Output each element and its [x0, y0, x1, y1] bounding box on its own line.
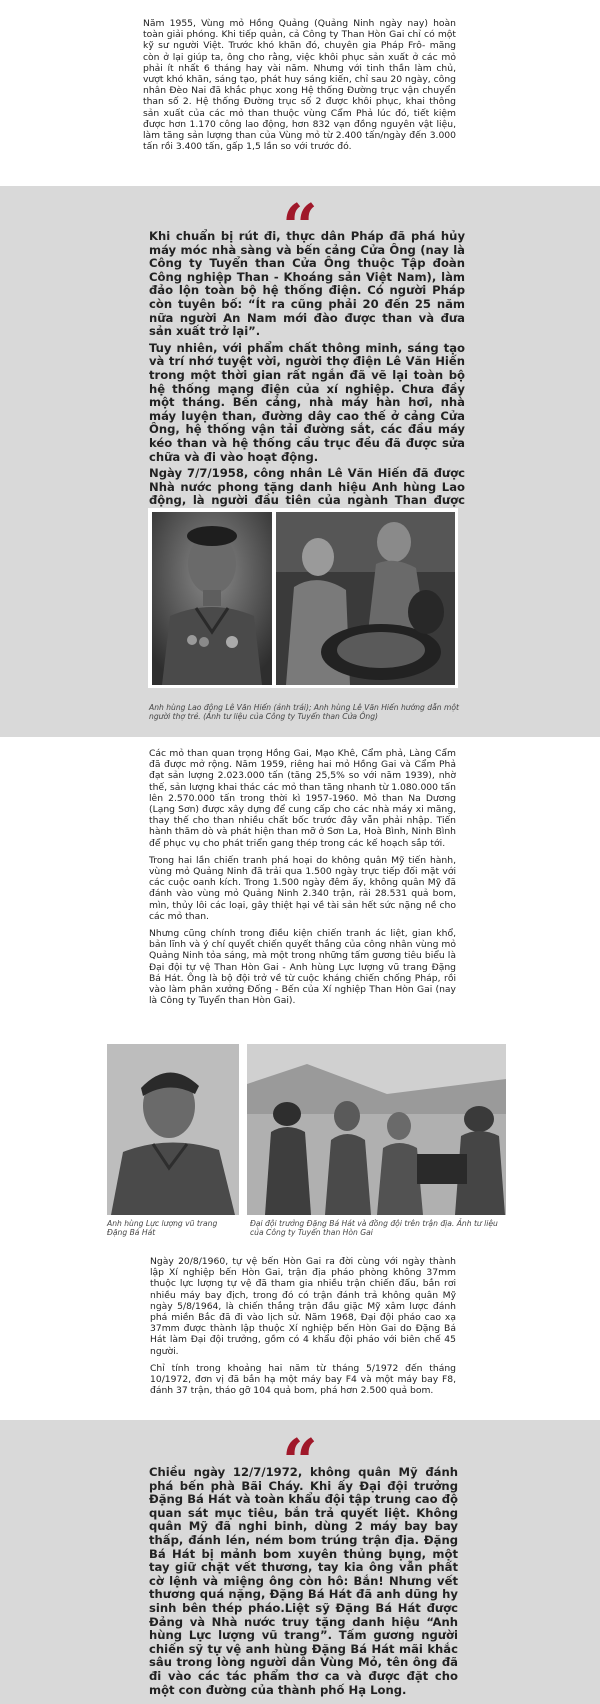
- quote1-paragraph-1: Khi chuẩn bị rút đi, thực dân Pháp đã phá hủy máy móc nhà sàng và bến cảng Cửa Ông (nay là Công ty Tuyển than Cửa Ông thuộc Tập đoàn Công nghiệp Than - Khoáng sản Việt Nam), làm đảo lộn toàn bộ hệ thống điện. Có người Pháp còn tuyên bố: “Ít ra cũng phải 20 đến 25 năm nữa người An Nam mới đào được than và đưa sản xuất trở lại”.: [149, 229, 465, 339]
- lower-paragraph-2: Chỉ tính trong khoảng hai năm từ tháng 5/1972 đến tháng 10/1972, đơn vị đã bắn hạ một máy bay F4 và một máy bay F8, đánh 37 trận, tháo gỡ 104 quả bom, phá hơn 2.500 quả bom.: [150, 1362, 456, 1397]
- photo-dang-ba-hat-portrait: [107, 1044, 239, 1215]
- photo-caption-1: Anh hùng Lao động Lê Văn Hiến (ảnh trái); Anh hùng Lê Văn Hiến hướng dẫn một người thợ trẻ. (Ảnh tư liệu của Công ty Tuyển than Cửa Ông): [149, 703, 459, 721]
- photo-dang-ba-hat-with-comrades: [247, 1044, 506, 1215]
- quote1-paragraph-2: Tuy nhiên, với phẩm chất thông minh, sáng tạo và trí nhớ tuyệt vời, người thợ điện Lê Văn Hiến trong một thời gian rất ngắn đã vẽ lại toàn bộ hệ thống mạng điện của xí nghiệp. Chưa đầy một tháng. Bến cảng, nhà máy hàn hơi, nhà máy luyện than, đường dây cao thế ở cảng Cửa Ông, hệ thống vận tải đường sắt, các đầu máy kéo than và hệ thống cầu trục đều đã được sửa chữa và đi vào hoạt động.: [149, 340, 465, 464]
- lower-section: [0, 1254, 600, 1420]
- lower-paragraph-1: Ngày 20/8/1960, tự vệ bến Hòn Gai ra đời cùng với ngày thành lập Xí nghiệp bến Hòn Gai, trận địa pháo phòng không 37mm thuộc lực lượng tự vệ đã tham gia nhiều trận chiến đấu, bắn rơi nhiều máy bay địch, trong đó có trận đánh trả không quân Mỹ ngày 5/8/1964, là chiến thắng trận đầu giặc Mỹ xâm lược đánh phá miền Bắc đã đi vào lịch sử. Năm 1968, Đại đội pháo cao xạ 37mm được thành lập thuộc Xí nghiệp bến Hòn Gai do Đặng Bá Hát làm Đại đội trưởng, gồm có 4 khẩu đội pháo với biên chế 45 người.: [150, 1256, 456, 1357]
- middle-paragraph-2: Trong hai lần chiến tranh phá hoại do không quân Mỹ tiến hành, vùng mỏ Quảng Ninh đã trải qua 1.500 ngày trực tiếp đối mặt với các cuộc oanh kích. Trong 1.500 ngày đêm ấy, không quân Mỹ đã đánh vào vùng mỏ Quảng Ninh 2.340 trận, rải 28.531 quả bom, mìn, thủy lôi các loại, gây thiệt hại về tài sản hết sức nặng nề cho các mỏ than.: [149, 854, 456, 922]
- middle-section: [0, 737, 600, 1037]
- photo-caption-right: Đại đội trưởng Đặng Bá Hát và đồng đội trên trận địa. Ảnh tư liệu của Công ty Tuyển than Hòn Gai: [250, 1219, 498, 1237]
- quote-mark-icon: “: [282, 190, 318, 263]
- photo-caption-left: Anh hùng Lực lượng vũ trang Đặng Bá Hát: [107, 1219, 218, 1237]
- photo-le-van-hien-portrait: [152, 512, 272, 685]
- middle-paragraph-1: Các mỏ than quan trọng Hồng Gai, Mạo Khê, Cẩm phả, Làng Cẩm đã được mở rộng. Năm 1959, riêng hai mỏ Hồng Gai và Cẩm Phả đạt sản lượng 2.023.000 tấn (tăng 25,5% so với năm 1939), nhờ thế, sản lượng khai thác các mỏ than tăng nhanh từ 1.080.000 tấn lên 2.570.000 tấn trong thời kì 1957-1960. Mỏ than Na Dương (Lạng Sơn) được xây dựng để cung cấp cho các nhà máy xi măng, thay thế cho than nhiều chất bốc trước đây vẫn phải nhập. Tiến hành thăm dò và phát hiện than mỡ ở Sơn La, Hoà Bình, Ninh Bình để phục vụ cho phát triển gang thép trong các kế hoạch sắp tới.: [149, 748, 456, 849]
- quote-block-1: [0, 186, 600, 737]
- photo-le-van-hien-with-worker: [276, 512, 455, 685]
- quote-block-2: [0, 1420, 600, 1704]
- quote1-paragraph-3: Ngày 7/7/1958, công nhân Lê Văn Hiến đã được Nhà nước phong tặng danh hiệu Anh hùng Lao động, là người đầu tiên của ngành Than được: [149, 466, 465, 508]
- quote-mark-icon-2: “: [282, 1425, 318, 1498]
- intro-paragraph: Năm 1955, Vùng mỏ Hồng Quảng (Quảng Ninh ngày nay) hoàn toàn giải phóng. Khi tiếp quản, cả Công ty Than Hòn Gai chỉ có một kỹ sư người Việt. Trước khó khăn đó, chuyên gia Pháp Frô- măng còn ở lại giúp ta, ông cho rằng, việc khôi phục sản xuất ở các mỏ phải ít nhất 6 tháng hay vài năm. Nhưng với tinh thần làm chủ, vượt khó khăn, sáng tạo, phát huy sáng kiến, chỉ sau 20 ngày, công nhân Đèo Nai đã khắc phục xong Hệ thống Đường trục vận chuyển than số 2. Hệ thống Đường trục số 2 được khôi phục, khai thông sản xuất của các mỏ than thuộc vùng Cẩm Phả lúc đó, tiết kiệm được hơn 1.170 công lao động, hơn 832 vạn đồng nguyên vật liệu, làm tăng sản lượng than của Vùng mỏ từ 2.400 tấn/ngày đến 3.000 tấn rồi 3.400 tấn, gấp 1,5 lần so với trước đó.: [143, 18, 456, 153]
- middle-paragraph-3: Nhưng cũng chính trong điều kiện chiến tranh ác liệt, gian khổ, bản lĩnh và ý chí quyết chiến quyết thắng của công nhân vùng mỏ Quảng Ninh tỏa sáng, mà một trong những tấm gương tiêu biểu là Đại đội tự vệ Than Hòn Gai - Anh hùng Lực lượng vũ trang Đặng Bá Hát. Ông là bộ đội trở về từ cuộc kháng chiến chống Pháp, rồi vào làm phân xưởng Đống - Bến của Xí nghiệp Than Hòn Gai (nay là Công ty Tuyển than Hòn Gai).: [149, 928, 456, 1007]
- intro-section: [0, 0, 600, 186]
- quote2-paragraph: Chiều ngày 12/7/1972, không quân Mỹ đánh phá bến phà Bãi Cháy. Khi ấy Đại đội trưởng Đặng Bá Hát và toàn khẩu đội tập trung cao độ quan sát mục tiêu, bắn trả quyết liệt. Không quân Mỹ đã nghi binh, dùng 2 máy bay bay thấp, đánh lén, ném bom trúng trận địa. Đặng Bá Hát bị mảnh bom xuyên thủng bụng, một tay giữ chặt vết thương, tay kia ông vẫn phất cờ lệnh và miệng ông còn hô: Bắn! Nhưng vết thương quá nặng, Đặng Bá Hát đã anh dũng hy sinh bên thép pháo.Liệt sỹ Đặng Bá Hát được Đảng và Nhà nước truy tặng danh hiệu “Anh hùng Lực lượng vũ trang”. Tấm gương người chiến sỹ tự vệ anh hùng Đặng Bá Hát mãi khắc sâu trong lòng người dân Vùng Mỏ, tên ông đã đi vào các tác phẩm thơ ca và được đặt cho một con đường của thành phố Hạ Long.: [149, 1465, 458, 1697]
